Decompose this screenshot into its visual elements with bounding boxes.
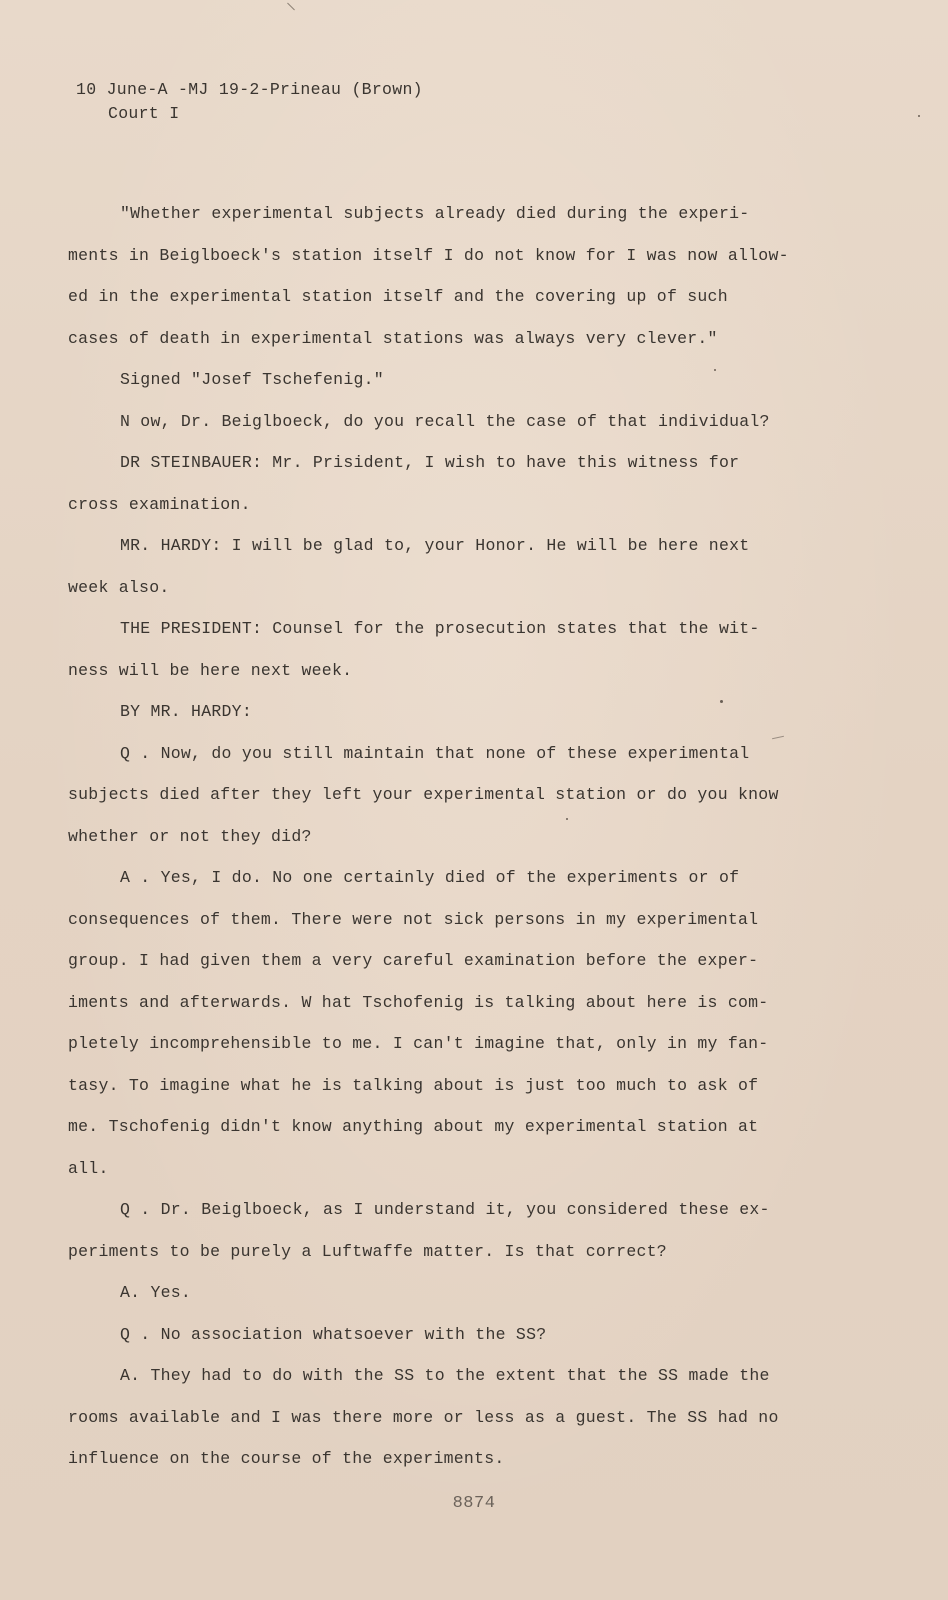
transcript-line: pletely incomprehensible to me. I can't imagine that, only in my fan- [68,1034,769,1053]
transcript-line: ments in Beiglboeck's station itself I do not know for I was now allow- [68,245,789,265]
transcript-line: consequences of them. There were not sick persons in my experimental [68,909,759,929]
transcript-line: N ow, Dr. Beiglboeck, do you recall the case of that individual? [120,411,770,431]
transcript-line: A. Yes. [120,1283,192,1302]
transcript-line: tasy. To imagine what he is talking about is just too much to ask of [68,1075,759,1095]
transcript-line: A . Yes, I do. No one certainly died of the experiments or of [120,868,740,887]
transcript-line: group. I had given them a very careful examination before the exper- [68,951,759,970]
transcript-body [68,204,868,1491]
transcript-line: Q . No association whatsoever with the SS? [120,1324,547,1344]
transcript-line: ed in the experimental station itself and the covering up of such [68,287,728,306]
transcript-line: cross examination. [68,494,251,514]
transcript-line: periments to be purely a Luftwaffe matter. Is that correct? [68,1241,667,1261]
transcript-line: iments and afterwards. W hat Tschofenig is talking about here is com- [68,992,769,1012]
paper-speck [918,115,920,117]
transcript-line: rooms available and I was there more or less as a guest. The SS had no [68,1407,779,1427]
transcript-line: A. They had to do with the SS to the extent that the SS made the [120,1366,770,1385]
transcript-line: DR STEINBAUER: Mr. Prisident, I wish to have this witness for [120,453,740,472]
transcript-line: Q . Now, do you still maintain that none of these experimental [120,743,750,763]
transcript-line: week also. [68,577,170,597]
transcript-line: cases of death in experimental stations was always very clever." [68,328,718,348]
transcript-line: whether or not they did? [68,826,312,846]
transcript-line: THE PRESIDENT: Counsel for the prosecution states that the wit- [120,619,760,638]
transcript-line: Q . Dr. Beiglboeck, as I understand it, you considered these ex- [120,1200,770,1219]
transcript-line: BY MR. HARDY: [120,702,252,721]
document-header-reference: 10 June-A -MJ 19-2-Prineau (Brown) [76,80,423,99]
transcript-line: all. [68,1158,109,1178]
transcript-line: influence on the course of the experiments. [68,1449,505,1468]
paper-mark [287,3,295,11]
transcript-line: "Whether experimental subjects already died during the experi- [120,204,750,223]
document-header-court: Court I [108,104,180,123]
page-number: 8874 [452,1494,496,1513]
transcript-line: MR. HARDY: I will be glad to, your Honor. He will be here next [120,536,750,555]
transcript-line: me. Tschofenig didn't know anything about my experimental station at [68,1117,759,1136]
transcript-line: subjects died after they left your experimental station or do you know [68,785,779,804]
transcript-line: ness will be here next week. [68,660,353,680]
transcript-line: Signed "Josef Tschefenig." [120,370,384,389]
